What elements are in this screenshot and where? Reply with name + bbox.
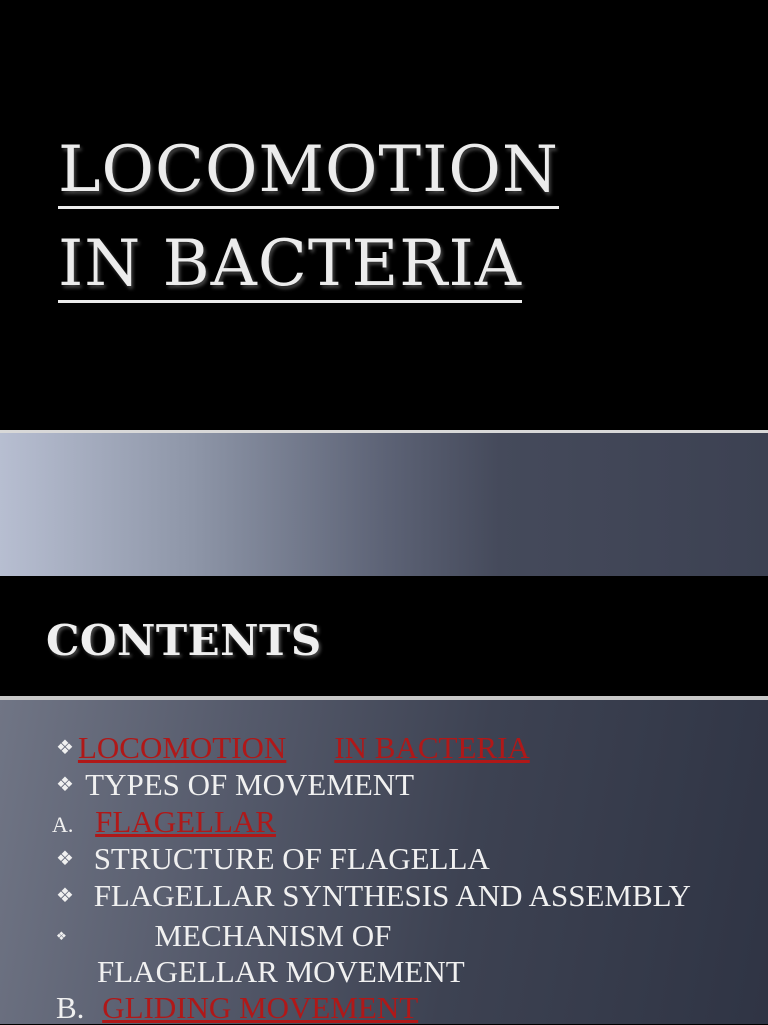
diamond-bullet-icon: ❖ (56, 737, 74, 759)
link-flagellar[interactable]: FLAGELLAR (95, 804, 276, 839)
link-gliding[interactable]: GLIDING MOVEMENT (102, 990, 419, 1025)
list-item-mechanism (56, 920, 391, 951)
item-text: STRUCTURE OF FLAGELLA (93, 841, 490, 876)
list-item-mechanism-cont (97, 956, 465, 987)
link-locomotion[interactable]: LOCOMOTION (77, 730, 287, 765)
diamond-bullet-icon: ❖ (56, 885, 74, 907)
list-item-flagellar (52, 806, 276, 837)
diamond-bullet-icon: ❖ (56, 774, 74, 796)
list-item-types (56, 769, 414, 800)
diamond-bullet-icon: ❖ (56, 848, 74, 870)
letter-bullet: A. (52, 812, 74, 837)
link-in-bacteria[interactable]: IN BACTERIA (334, 730, 530, 765)
item-text-line2: FLAGELLAR MOVEMENT (97, 954, 465, 989)
list-item-synthesis (56, 880, 691, 911)
list-item-gliding (56, 992, 418, 1023)
title-slide (0, 0, 768, 430)
title-line-2: IN BACTERIA (58, 227, 522, 301)
item-text-line1: MECHANISM OF (154, 918, 392, 953)
diamond-bullet-icon: ❖ (56, 929, 67, 943)
list-item-locomotion (56, 732, 530, 763)
gradient-band (0, 433, 768, 576)
item-text: FLAGELLAR SYNTHESIS AND ASSEMBLY (93, 878, 691, 913)
contents-heading: CONTENTS (46, 616, 322, 665)
letter-bullet: B. (56, 990, 85, 1025)
list-item-structure (56, 843, 490, 874)
item-text: TYPES OF MOVEMENT (85, 767, 415, 802)
title-line-1: LOCOMOTION (58, 133, 559, 207)
